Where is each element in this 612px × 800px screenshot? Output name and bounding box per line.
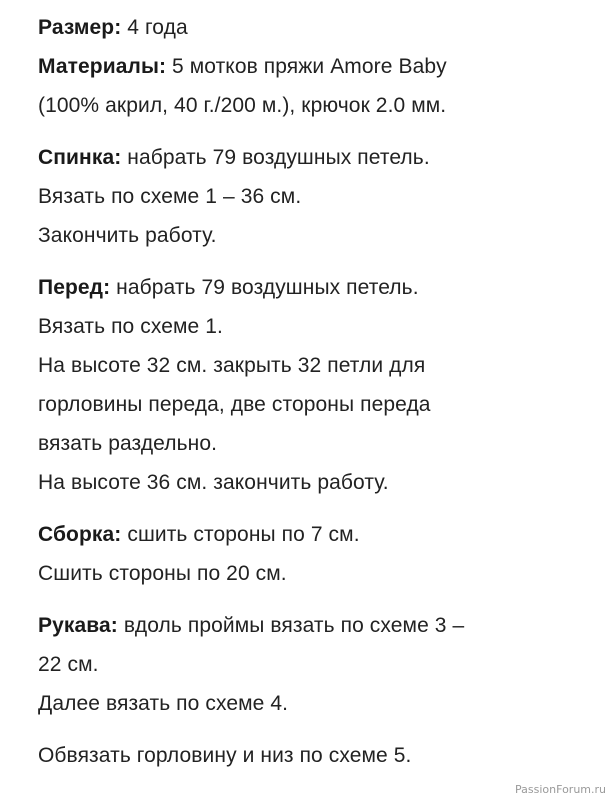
front-line-3: На высоте 32 см. закрыть 32 петли для bbox=[38, 354, 426, 377]
sleeves-line-1 bbox=[38, 606, 598, 645]
assembly-line-2: Сшить стороны по 20 см. bbox=[38, 562, 287, 585]
size-line bbox=[38, 8, 598, 47]
front-label: Перед: bbox=[38, 276, 111, 299]
pattern-instructions bbox=[38, 8, 598, 775]
assembly-label: Сборка: bbox=[38, 523, 122, 546]
back-line-1 bbox=[38, 138, 598, 177]
materials-label: Материалы: bbox=[38, 55, 167, 78]
back-line-3: Закончить работу. bbox=[38, 224, 217, 247]
back-text-1: набрать 79 воздушных петель. bbox=[121, 146, 430, 169]
size-value: 4 года bbox=[121, 16, 188, 39]
back-label: Спинка: bbox=[38, 146, 122, 169]
front-line-5: вязать раздельно. bbox=[38, 432, 218, 455]
sleeves-line-2: 22 см. bbox=[38, 653, 99, 676]
materials-line-1 bbox=[38, 47, 598, 86]
back-line-2: Вязать по схеме 1 – 36 см. bbox=[38, 185, 302, 208]
finishing-line-1: Обвязать горловину и низ по схеме 5. bbox=[38, 744, 412, 767]
front-line-2: Вязать по схеме 1. bbox=[38, 315, 223, 338]
section-divider-space bbox=[38, 502, 598, 515]
sleeves-text-1: вдоль проймы вязать по схеме 3 – bbox=[117, 614, 465, 637]
size-label: Размер: bbox=[38, 16, 122, 39]
front-line-1 bbox=[38, 268, 598, 307]
front-line-6: На высоте 36 см. закончить работу. bbox=[38, 471, 389, 494]
materials-line-2: (100% акрил, 40 г./200 м.), крючок 2.0 мм. bbox=[38, 94, 447, 117]
site-watermark: PassionForum.ru bbox=[515, 783, 606, 796]
front-line-4: горловины переда, две стороны переда bbox=[38, 393, 431, 416]
materials-text-1: 5 мотков пряжи Amore Baby bbox=[166, 55, 447, 78]
section-divider-space bbox=[38, 723, 598, 736]
sleeves-label: Рукава: bbox=[38, 614, 118, 637]
assembly-line-1 bbox=[38, 515, 598, 554]
assembly-text-1: сшить стороны по 7 см. bbox=[121, 523, 360, 546]
front-text-1: набрать 79 воздушных петель. bbox=[110, 276, 419, 299]
section-divider-space bbox=[38, 255, 598, 268]
section-divider-space bbox=[38, 593, 598, 606]
section-divider-space bbox=[38, 125, 598, 138]
sleeves-line-3: Далее вязать по схеме 4. bbox=[38, 692, 289, 715]
